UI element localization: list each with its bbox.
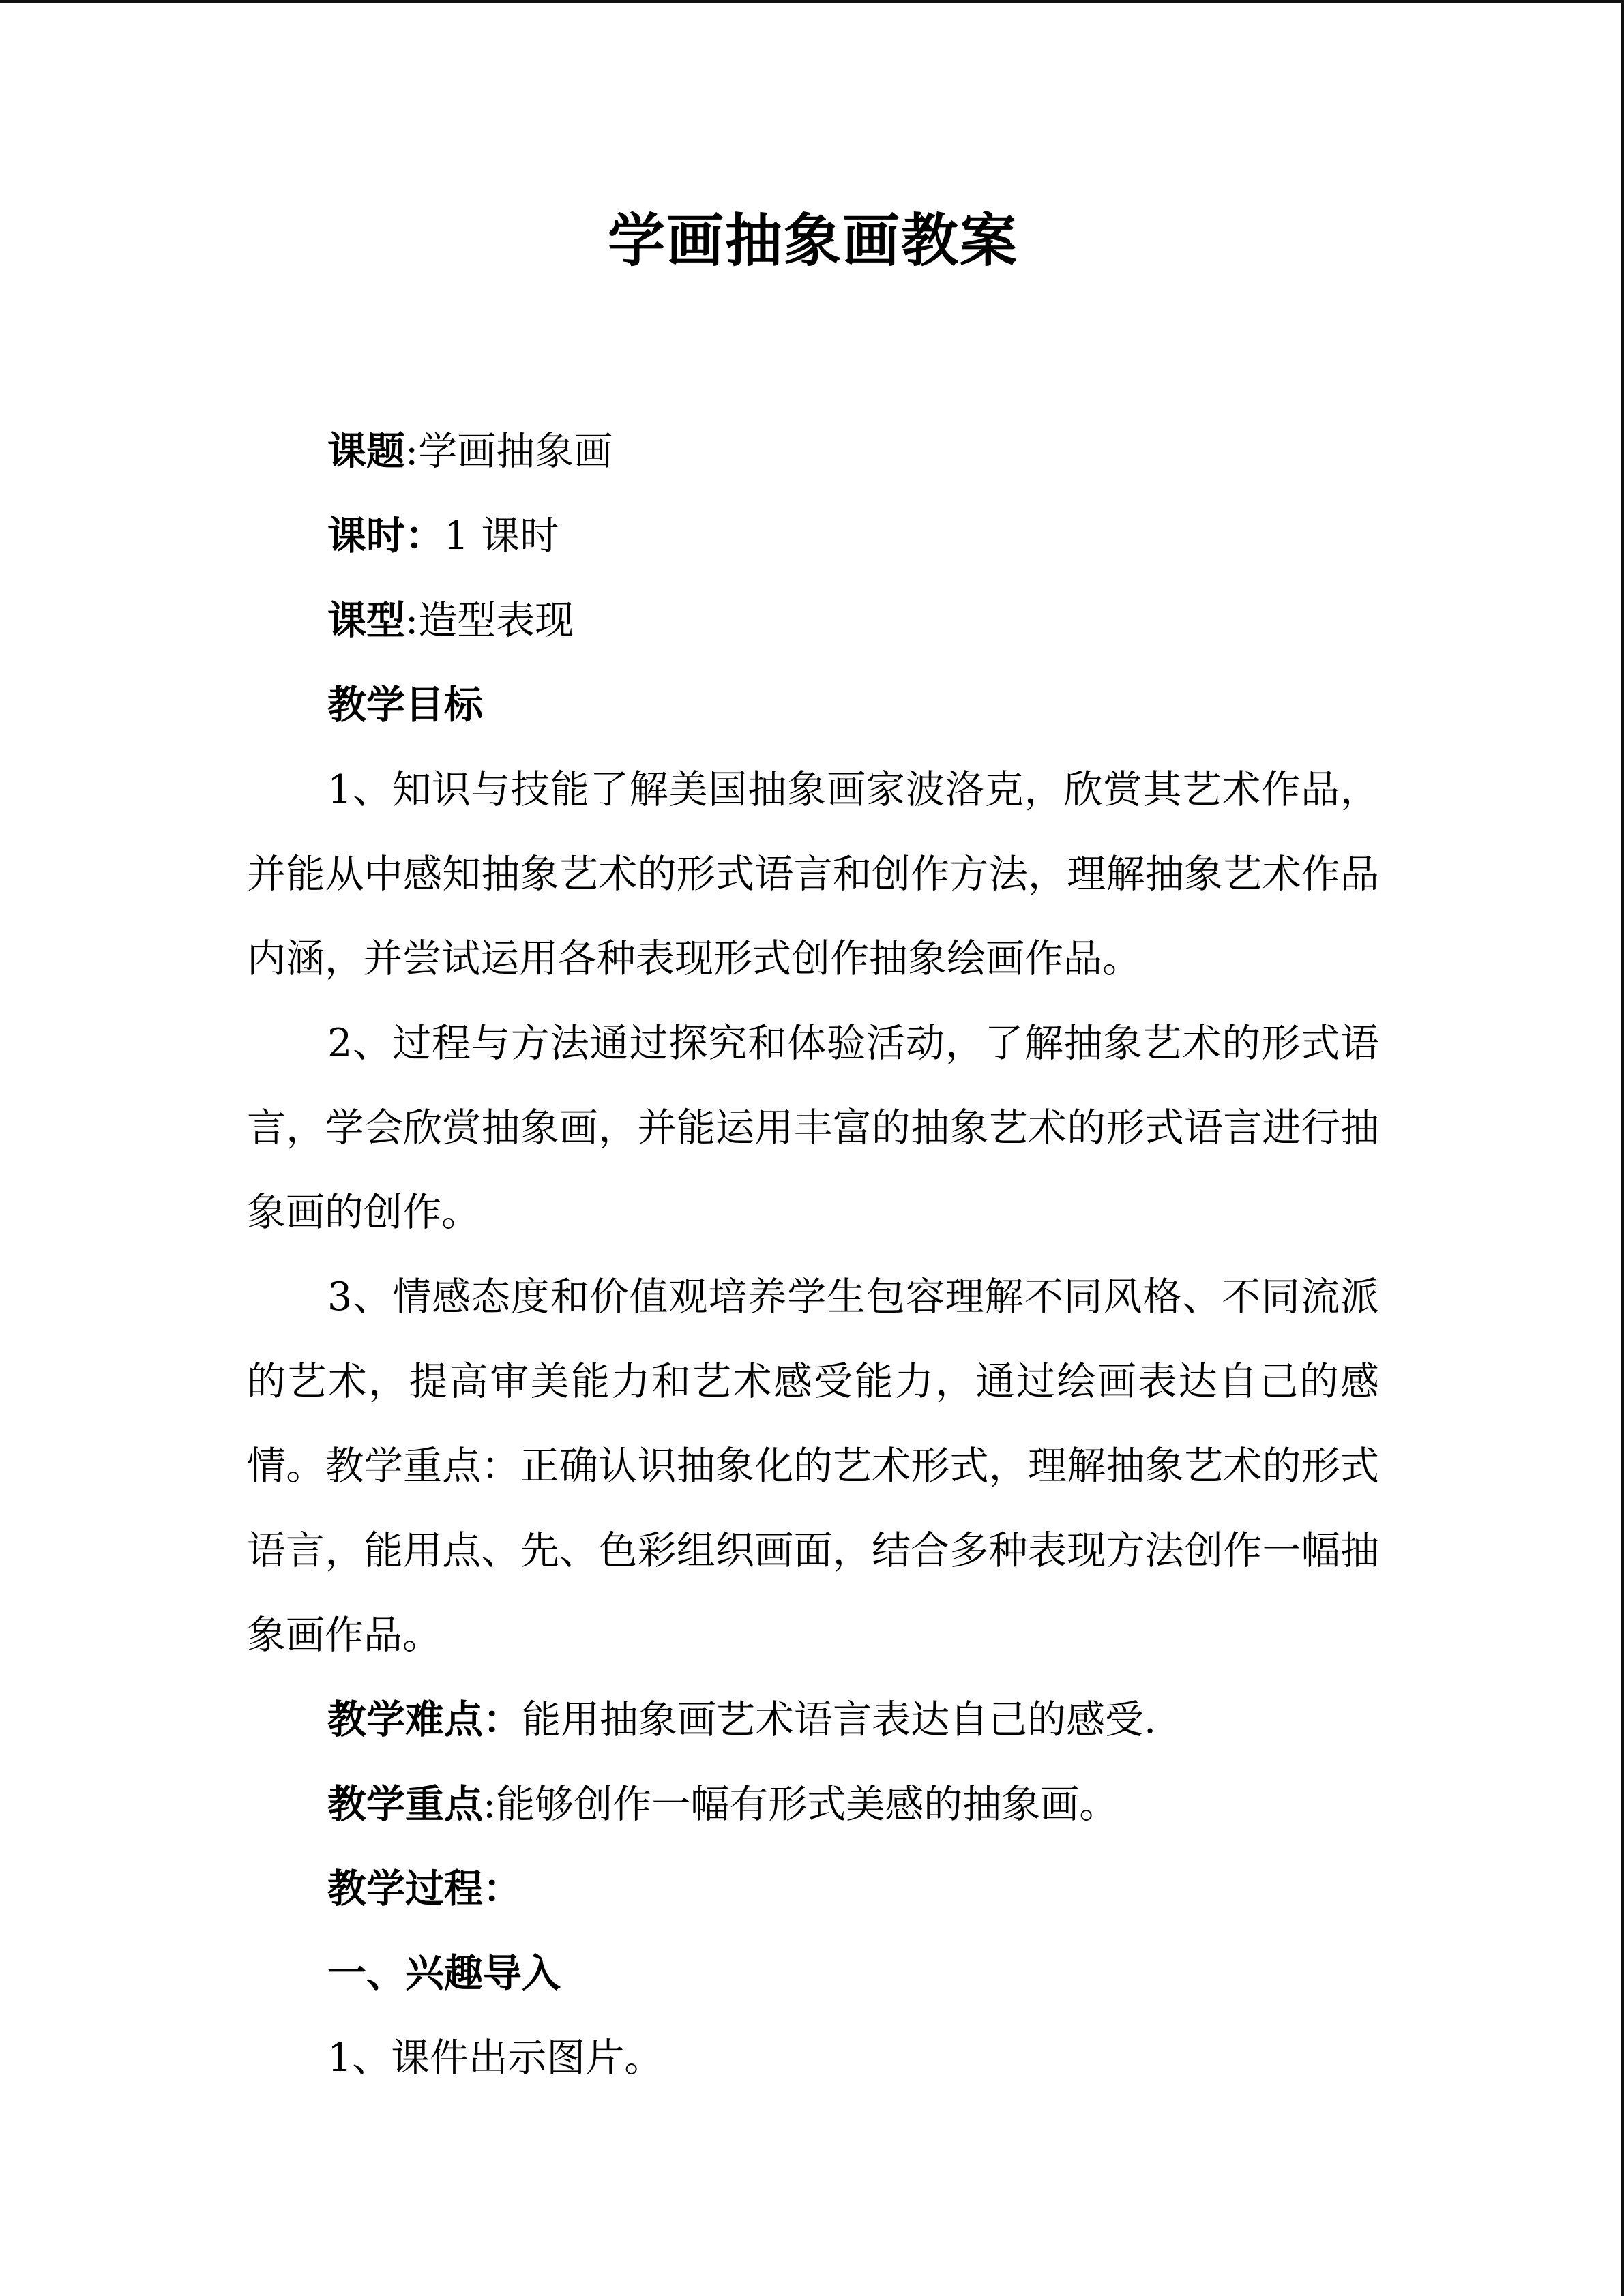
section-1-item-1: 1、课件出示图片。 xyxy=(327,2036,664,2081)
difficulty-value: 能用抽象画艺术语言表达自己的感受. xyxy=(522,1697,1157,1742)
meta-duration-sep: ： xyxy=(405,513,444,558)
difficulty-line xyxy=(247,1678,1379,1762)
meta-type-label: 课型 xyxy=(327,598,405,643)
section-1-heading: 一、兴趣导入 xyxy=(327,1951,561,1996)
objectives-heading: 教学目标 xyxy=(327,683,483,728)
page-top-border xyxy=(0,0,1624,3)
meta-duration-value: 1 课时 xyxy=(444,513,559,558)
page-right-border xyxy=(1621,0,1624,2296)
document-body xyxy=(247,409,1379,2100)
meta-topic-value: 学画抽象画 xyxy=(418,429,613,474)
meta-topic xyxy=(247,409,1379,494)
objective-paragraph-1: 1、知识与技能了解美国抽象画家波洛克，欣赏其艺术作品，并能从中感知抽象艺术的形式语言和创作方法，理解抽象艺术作品内涵，并尝试运用各种表现形式创作抽象绘画作品。 xyxy=(247,767,1379,981)
objective-paragraph-3: 3、情感态度和价值观培养学生包容理解不同风格、不同流派的艺术，提高审美能力和艺术感受能力，通过绘画表达自己的感情。教学重点：正确认识抽象化的艺术形式，理解抽象艺术的形式语言，能用点、先、色彩组织画面，结合多种表现方法创作一幅抽象画作品。 xyxy=(247,1274,1379,1658)
key-point-sep: : xyxy=(483,1782,497,1827)
objective-paragraph-2: 2、过程与方法通过探究和体验活动，了解抽象艺术的形式语言，学会欣赏抽象画，并能运用丰富的抽象艺术的形式语言进行抽象画的创作。 xyxy=(247,1021,1379,1235)
process-heading: 教学过程： xyxy=(327,1866,522,1911)
meta-type xyxy=(247,578,1379,663)
meta-type-sep: : xyxy=(405,598,419,643)
meta-topic-label: 课题 xyxy=(327,429,405,474)
difficulty-label: 教学难点 xyxy=(327,1697,483,1742)
meta-topic-sep: : xyxy=(405,429,419,474)
meta-duration xyxy=(247,494,1379,578)
meta-type-value: 造型表现 xyxy=(418,598,574,643)
key-point-label: 教学重点 xyxy=(327,1782,483,1827)
difficulty-sep: ： xyxy=(483,1697,522,1742)
key-point-line xyxy=(247,1762,1379,1847)
key-point-value: 能够创作一幅有形式美感的抽象画。 xyxy=(496,1782,1119,1827)
meta-duration-label: 课时 xyxy=(327,513,405,558)
document-title: 学画抽象画教案 xyxy=(607,207,1018,274)
